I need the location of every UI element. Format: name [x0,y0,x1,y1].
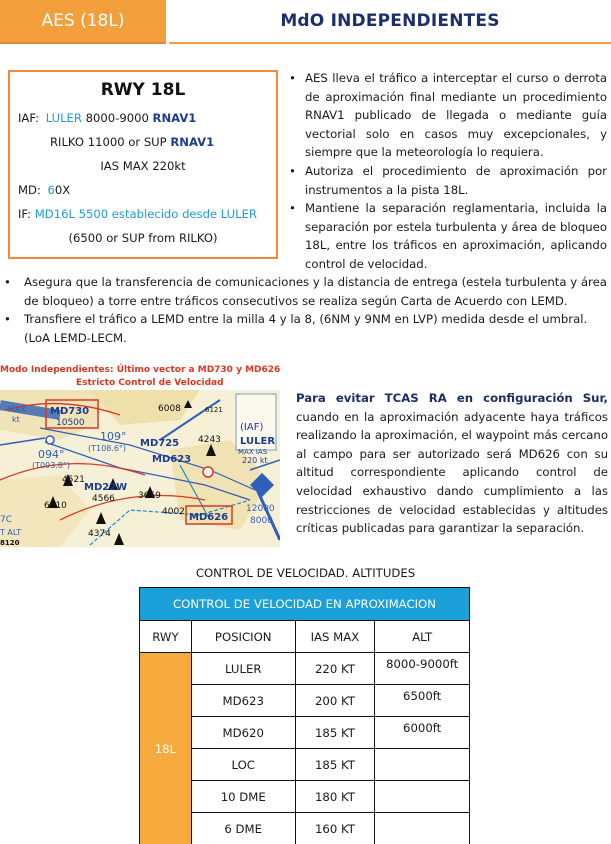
alt-cell [375,813,470,844]
list-item-text: Autoriza el procedimiento de aproximación por instrumentos a la pista 18L. [305,163,607,197]
tcas-paragraph [296,389,608,538]
map-label-luler-spd: 220 kt [242,456,268,465]
approach-map [0,390,280,547]
list-item-text: AES lleva el tráfico a interceptar el curso o derrota de aproximación final mediante un procedimiento RNAV1 publicado de llegada o mediante guía vectorial solo en casos muy excepcionales, y siempre que la meteorología lo requiera. [305,71,607,160]
table-title: CONTROL DE VELOCIDAD. ALTITUDES [195,566,416,580]
ias-cell: 185 KT [295,717,375,749]
if-line [18,207,257,221]
map-label-md725: MD725 [140,438,180,449]
rwy-title: RWY 18L [100,80,186,100]
alt-cell [375,749,470,781]
list-item-text: Transfiere el tráfico a LEMD entre la milla 4 y la 8, (6NM y 9NM en LVP) medida desde el umbral. (LoA LEMD-LECM. [24,312,588,345]
pos-cell: MD623 [191,685,295,717]
map-label-kt: kt [12,415,20,424]
map-label-luler-max: MAX IAS [238,448,268,456]
ias-cell: 160 KT [295,813,375,844]
map-label-6010: 6010 [44,501,67,511]
list-item: • AES lleva el tráfico a interceptar el curso o derrota de aproximación final mediante un procedimiento RNAV1 publicado de llegada o mediante guía vectorial solo en casos muy excepcionales, y siempre que la meteorología lo requiera. [289,71,607,160]
map-label-12000: 12000 [246,504,275,514]
map-label-t093: (T093.8°) [32,461,71,470]
list-item-text: Asegura que la transferencia de comunicaciones y la distancia de entrega (estela turbulenta y área de bloqueo) a torre entre tráficos consecutivos se realiza según Carta de Acuerdo con LEMD. [24,275,607,308]
map-label-094: 094° [38,448,65,461]
col-header: ALT [375,621,470,653]
ias-line: IAS MAX 220kt [100,159,186,173]
iaf-line [18,111,196,125]
map-label-8000: 8000 [250,516,273,526]
col-header: RWY [140,621,192,653]
list-item-text: Mantiene la separación reglamentaria, incluida la separación por estela turbulenta y área de bloqueo 18L, entre los tráficos en aproximación, aplicando control de velocidad. [305,201,607,271]
md-line [18,183,70,197]
list-item: • Transfiere el tráfico a LEMD entre la milla 4 y la 8, (6NM y 9NM en LVP) medida desde el umbral. (LoA LEMD-LECM. [4,312,588,345]
if-note: (6500 or SUP from RILKO) [68,231,218,245]
map-label-md626: MD626 [189,512,229,523]
map-label-4243: 4243 [198,435,221,445]
if-label: IF: [18,207,32,221]
map-caption: Modo Independientes: Último vector a MD730 y MD626 [0,365,281,375]
pos-cell: 6 DME [191,813,295,844]
table-row [140,653,470,685]
if-value: MD16L 5500 establecido desde LULER [34,207,257,221]
iaf-label: IAF: [18,111,40,125]
table-heading: CONTROL DE VELOCIDAD EN APROXIMACION [140,588,470,621]
rwy-cell: 18L [140,653,192,844]
map-label-md22w: MD22W [84,482,128,493]
list-item: • Autoriza el procedimiento de aproximación por instrumentos a la pista 18L. [289,163,607,197]
md-digit: 6 [47,183,55,197]
map-label-md623: MD623 [152,454,192,465]
md-rest: 0X [54,183,71,197]
approach-map-image [0,390,280,547]
ias-cell: 185 KT [295,749,375,781]
section-tab-aes: AES (18L) [0,0,166,44]
ias-cell: 180 KT [295,781,375,813]
map-label-4002: 4002 [162,507,185,517]
map-label-max: MAX [8,405,26,414]
map-label-4521: 4521 [62,475,85,485]
map-label-iaf: (IAF) [240,422,264,433]
map-label-109: 109° [100,430,127,443]
map-label-t108: (T108.6°) [88,444,127,453]
map-label-4374: 4374 [88,529,111,539]
iaf-alt: 8000-9000 [85,111,149,125]
pos-cell: MD620 [191,717,295,749]
map-label-luler: LULER [240,436,276,447]
speed-table [139,587,470,844]
table-heading-row [140,588,470,621]
ias-cell: 220 KT [295,653,375,685]
map-label-7c: 7C [0,515,13,525]
alt-cell [375,781,470,813]
table-header-row [140,621,470,653]
rilko-type: RNAV1 [170,135,215,149]
iaf-fix: LULER [45,111,82,125]
pos-cell: LULER [191,653,295,685]
map-label-6008: 6008 [158,404,181,414]
map-label-4566: 4566 [92,494,115,504]
iaf-type: RNAV1 [152,111,197,125]
col-header: IAS MAX [295,621,375,653]
map-subcaption: Estricto Control de Velocidad [76,378,224,388]
ias-cell: 200 KT [295,685,375,717]
rilko-text: RILKO 11000 or SUP [50,135,167,149]
map-label-talt: T ALT [0,528,22,537]
alt-cell: 6000ft [375,717,470,749]
col-header: POSICION [191,621,295,653]
transfer-list [0,273,608,347]
tcas-text: cuando en la aproximación adyacente haya tráficos realizando la aproximación, el waypoint más cercano al campo para ser autorizado será MD626 con su altitud correspondiente aplicando control de velocidad exhaustivo dando cumplimiento a las restricciones de velocidad establecidas y altitudes críticas publicadas para garantizar la separación. [296,409,608,536]
list-item: • Asegura que la transferencia de comunicaciones y la distancia de entrega (estela turbulenta y área de bloqueo) a torre entre tráficos consecutivos se realiza según Carta de Acuerdo con LEMD. [4,275,607,308]
pos-cell: 10 DME [191,781,295,813]
alt-cell: 6500ft [375,685,470,717]
alt-cell: 8000-9000ft [375,653,470,685]
pos-cell: LOC [191,749,295,781]
map-label-6121: 6121 [205,406,223,414]
list-item: • Mantiene la separación reglamentaria, incluida la separación por estela turbulenta y área de bloqueo 18L, entre los tráficos en aproximación, aplicando control de velocidad. [289,201,607,271]
rilko-line [50,135,214,149]
map-label-md730-alt: 10500 [56,418,85,428]
page-title: MdO INDEPENDIENTES [169,0,611,44]
tcas-bold: Para evitar TCAS RA en configuración Sur, [296,391,608,405]
map-label-3659: 3659 [138,491,161,501]
rwy-info-box [8,70,278,259]
map-label-md730: MD730 [50,406,90,417]
md-label: MD: [18,183,41,197]
map-label-8120: 8120 [0,539,20,547]
responsibilities-list [285,69,607,274]
